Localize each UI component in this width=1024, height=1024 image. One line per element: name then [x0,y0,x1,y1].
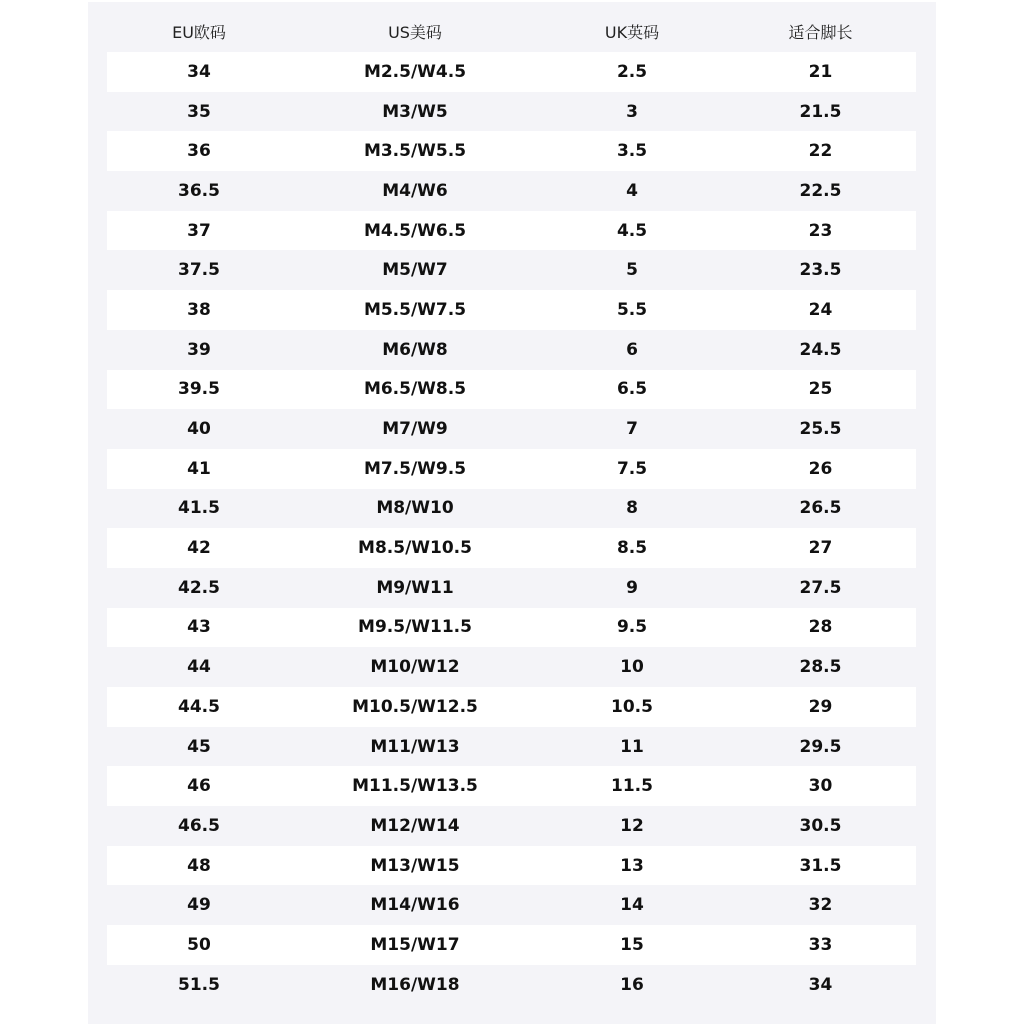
cell-eu-size: 39.5 [178,379,220,400]
table-row [107,727,916,767]
table-row [107,52,916,92]
cell-us-size: M3.5/W5.5 [363,141,467,162]
cell-foot-length: 24 [808,299,833,320]
cell-us-size: M5/W7 [382,260,448,281]
cell-uk-size: 6.5 [616,379,648,400]
cell-uk-size: 8 [626,498,638,519]
cell-foot-length: 25.5 [799,419,842,440]
header-foot-length: 适合脚长 [788,22,853,42]
cell-us-size: M15/W17 [370,934,460,955]
cell-uk-size: 10 [620,657,644,678]
table-row [107,846,916,886]
table-row [107,370,916,410]
table-row [107,250,916,290]
cell-uk-size: 7 [626,419,638,440]
cell-us-size: M9.5/W11.5 [358,617,472,638]
cell-eu-size: 46 [187,776,211,797]
cell-us-size: M11.5/W13.5 [352,776,478,797]
cell-us-size: M12/W14 [370,815,460,836]
cell-foot-length: 30 [808,776,833,797]
table-row [107,330,916,370]
table-header [107,10,916,52]
table-row [107,171,916,211]
cell-us-size: M8.5/W10.5 [358,538,472,559]
cell-foot-length: 25 [808,379,833,400]
cell-us-size: M7/W9 [382,419,448,440]
table-row [107,211,916,251]
table-row [107,489,916,529]
cell-us-size: M3/W5 [382,101,448,122]
cell-eu-size: 41 [187,458,211,479]
cell-eu-size: 36 [187,141,211,162]
table-row [107,965,916,1005]
cell-eu-size: 37.5 [178,260,220,281]
cell-uk-size: 9.5 [616,617,648,638]
cell-foot-length: 28.5 [799,657,842,678]
table-row [107,409,916,449]
cell-uk-size: 10.5 [611,696,653,717]
table-row [107,131,916,171]
cell-eu-size: 44.5 [178,696,220,717]
cell-uk-size: 8.5 [616,538,648,559]
cell-foot-length: 34 [808,974,833,995]
cell-us-size: M8/W10 [376,498,454,519]
cell-uk-size: 3.5 [616,141,648,162]
cell-eu-size: 41.5 [178,498,220,519]
cell-foot-length: 27 [808,538,833,559]
cell-uk-size: 3 [626,101,638,122]
cell-us-size: M10.5/W12.5 [352,696,478,717]
cell-eu-size: 35 [187,101,211,122]
header-uk: UK英码 [604,22,660,42]
cell-us-size: M6/W8 [382,339,448,360]
cell-foot-length: 24.5 [799,339,842,360]
cell-eu-size: 43 [187,617,211,638]
cell-uk-size: 4.5 [616,220,648,241]
cell-uk-size: 14 [620,895,644,916]
cell-us-size: M6.5/W8.5 [363,379,467,400]
cell-foot-length: 21 [808,61,833,82]
cell-uk-size: 13 [620,855,644,876]
cell-foot-length: 30.5 [799,815,842,836]
table-row [107,766,916,806]
cell-eu-size: 39 [187,339,211,360]
cell-eu-size: 44 [187,657,211,678]
cell-foot-length: 22 [808,141,833,162]
cell-foot-length: 31.5 [799,855,842,876]
cell-eu-size: 42 [187,538,211,559]
size-chart-panel [88,2,936,1024]
header-us: US美码 [388,22,442,42]
cell-foot-length: 27.5 [799,577,842,598]
cell-foot-length: 28 [808,617,833,638]
table-row [107,290,916,330]
cell-eu-size: 42.5 [178,577,220,598]
cell-us-size: M7.5/W9.5 [363,458,467,479]
cell-us-size: M2.5/W4.5 [363,61,467,82]
cell-eu-size: 38 [187,299,211,320]
table-row [107,608,916,648]
cell-eu-size: 40 [187,419,211,440]
cell-us-size: M11/W13 [370,736,460,757]
cell-uk-size: 2.5 [616,61,648,82]
cell-eu-size: 50 [187,934,211,955]
cell-uk-size: 5 [626,260,638,281]
cell-foot-length: 29.5 [799,736,842,757]
cell-foot-length: 22.5 [799,180,842,201]
cell-foot-length: 23.5 [799,260,842,281]
cell-uk-size: 16 [620,974,644,995]
cell-uk-size: 4 [626,180,638,201]
table-row [107,687,916,727]
cell-eu-size: 49 [187,895,211,916]
table-row [107,528,916,568]
cell-foot-length: 32 [808,895,833,916]
cell-us-size: M4/W6 [382,180,448,201]
cell-us-size: M9/W11 [376,577,454,598]
table-row [107,806,916,846]
table-row [107,568,916,608]
cell-uk-size: 11 [620,736,644,757]
cell-foot-length: 23 [808,220,833,241]
cell-uk-size: 9 [626,577,638,598]
cell-us-size: M14/W16 [370,895,460,916]
table-row [107,449,916,489]
cell-uk-size: 11.5 [611,776,653,797]
table-row [107,92,916,132]
table-body [107,52,916,1005]
cell-eu-size: 36.5 [178,180,220,201]
cell-foot-length: 26 [808,458,833,479]
cell-uk-size: 5.5 [616,299,648,320]
cell-uk-size: 12 [620,815,644,836]
cell-foot-length: 33 [808,934,833,955]
cell-eu-size: 34 [187,61,211,82]
header-eu: EU欧码 [172,22,226,42]
table-row [107,925,916,965]
table-row [107,647,916,687]
cell-eu-size: 48 [187,855,211,876]
cell-foot-length: 26.5 [799,498,842,519]
cell-eu-size: 46.5 [178,815,220,836]
cell-us-size: M5.5/W7.5 [363,299,467,320]
cell-uk-size: 7.5 [616,458,648,479]
cell-foot-length: 21.5 [799,101,842,122]
cell-foot-length: 29 [808,696,833,717]
cell-us-size: M10/W12 [370,657,460,678]
cell-us-size: M13/W15 [370,855,460,876]
cell-uk-size: 6 [626,339,638,360]
table-row [107,885,916,925]
cell-us-size: M4.5/W6.5 [363,220,467,241]
cell-eu-size: 37 [187,220,211,241]
cell-eu-size: 45 [187,736,211,757]
cell-us-size: M16/W18 [370,974,460,995]
cell-eu-size: 51.5 [178,974,220,995]
cell-uk-size: 15 [620,934,644,955]
